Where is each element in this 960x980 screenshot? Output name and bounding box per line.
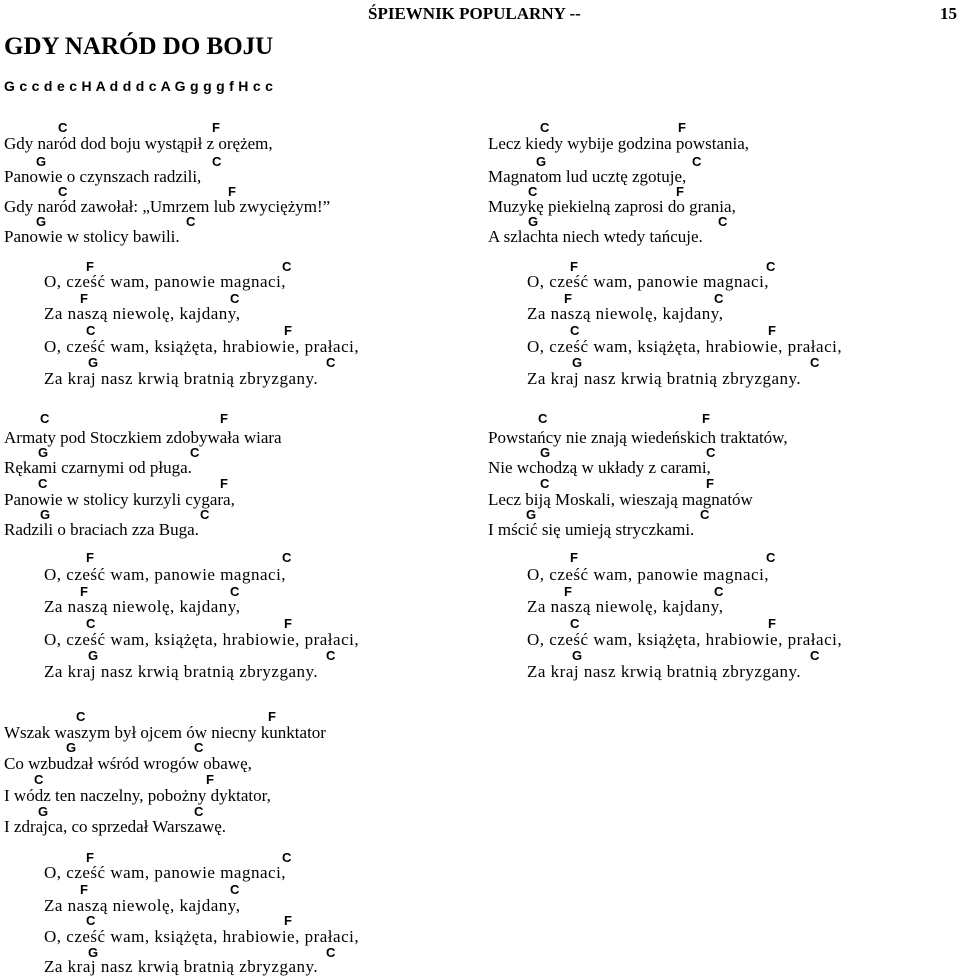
lyric-line: Panowie w stolicy kurzyli cygara, xyxy=(4,490,235,509)
chord: C xyxy=(58,120,68,135)
chord: C xyxy=(326,355,336,370)
chord: C xyxy=(230,882,240,897)
lyric-line: Co wzbudzał wśród wrogów obawę, xyxy=(4,754,252,773)
lyric-line: Lecz kiedy wybije godzina powstania, xyxy=(488,134,750,153)
chord: C xyxy=(706,445,716,460)
lyric-line: Radzili o braciach zza Buga. xyxy=(4,520,199,539)
chord: F xyxy=(564,291,572,306)
chord: F xyxy=(86,550,94,565)
lyric-line: O, cześć wam, książęta, hrabiowie, prałaci, xyxy=(44,337,360,356)
chord: C xyxy=(570,323,580,338)
chord: F xyxy=(564,584,572,599)
chord: C xyxy=(194,740,204,755)
chord: C xyxy=(766,550,776,565)
chord: C xyxy=(810,355,820,370)
chord: C xyxy=(810,648,820,663)
chord: G xyxy=(572,648,583,663)
chord: F xyxy=(768,323,776,338)
chord: C xyxy=(718,214,728,229)
chord: C xyxy=(58,184,68,199)
lyric-line: Za naszą niewolę, kajdany, xyxy=(44,597,241,616)
lyric-line: Panowie w stolicy bawili. xyxy=(4,227,180,246)
lyric-line: Za kraj nasz krwią bratnią zbryzgany. xyxy=(527,369,802,388)
lyric-line: I mścić się umieją stryczkami. xyxy=(488,520,695,539)
lyric-line: O, cześć wam, książęta, hrabiowie, prałaci, xyxy=(44,927,360,946)
song-title: GDY NARÓD DO BOJU xyxy=(4,33,274,60)
lyric-line: Za naszą niewolę, kajdany, xyxy=(527,597,724,616)
lyric-line: Magnatom lud ucztę zgotuje, xyxy=(488,167,687,186)
chord: F xyxy=(268,709,276,724)
chord: C xyxy=(38,476,48,491)
lyric-line: Armaty pod Stoczkiem zdobywała wiara xyxy=(4,428,282,447)
chord: G xyxy=(528,214,539,229)
chord: F xyxy=(284,323,292,338)
chord: C xyxy=(190,445,200,460)
lyric-line: O, cześć wam, panowie magnaci, xyxy=(44,863,287,882)
chord: C xyxy=(186,214,196,229)
chord: F xyxy=(676,184,684,199)
chord: C xyxy=(714,584,724,599)
chord: G xyxy=(36,154,47,169)
lyric-line: A szlachta niech wtedy tańcuje. xyxy=(488,227,703,246)
lyric-line: Za kraj nasz krwią bratnią zbryzgany. xyxy=(44,662,319,681)
lyric-line: Za kraj nasz krwią bratnią zbryzgany. xyxy=(44,957,319,976)
chord: F xyxy=(86,259,94,274)
chord: G xyxy=(536,154,547,169)
chord: C xyxy=(714,291,724,306)
chord: F xyxy=(206,772,214,787)
lyric-line: O, cześć wam, panowie magnaci, xyxy=(527,272,770,291)
chord: C xyxy=(86,913,96,928)
chord: C xyxy=(76,709,86,724)
chord: F xyxy=(570,550,578,565)
lyric-line: O, cześć wam, panowie magnaci, xyxy=(527,565,770,584)
lyric-line: Lecz biją Moskali, wieszają magnatów xyxy=(488,490,753,509)
chord: C xyxy=(282,259,292,274)
chord: C xyxy=(230,584,240,599)
chord: F xyxy=(220,411,228,426)
lyric-line: Panowie o czynszach radzili, xyxy=(4,167,202,186)
lyric-line: Za naszą niewolę, kajdany, xyxy=(44,304,241,323)
chord: F xyxy=(702,411,710,426)
chord: G xyxy=(38,804,49,819)
lyric-line: O, cześć wam, panowie magnaci, xyxy=(44,272,287,291)
chord: G xyxy=(540,445,551,460)
chord: F xyxy=(570,259,578,274)
chord: C xyxy=(282,850,292,865)
lyric-line: O, cześć wam, książęta, hrabiowie, prałaci, xyxy=(527,630,843,649)
chord: G xyxy=(88,648,99,663)
chord: C xyxy=(34,772,44,787)
lyric-line: Gdy naród dod boju wystąpił z orężem, xyxy=(4,134,273,153)
chord: C xyxy=(326,648,336,663)
page-number: 15 xyxy=(940,4,957,23)
chord: C xyxy=(528,184,538,199)
chord: C xyxy=(230,291,240,306)
chord: G xyxy=(88,945,99,960)
lyric-line: I wódz ten naczelny, pobożny dyktator, xyxy=(4,786,271,805)
chord: C xyxy=(570,616,580,631)
chord: F xyxy=(212,120,220,135)
lyric-line: Wszak waszym był ojcem ów niecny kunktator xyxy=(4,723,326,742)
melody-notes: G c c d e c H A d d d c A G g g g f H c c xyxy=(4,78,274,94)
lyric-line: Powstańcy nie znają wiedeńskich traktatów, xyxy=(488,428,788,447)
lyric-line: O, cześć wam, książęta, hrabiowie, prałaci, xyxy=(527,337,843,356)
lyric-line: Za kraj nasz krwią bratnią zbryzgany. xyxy=(527,662,802,681)
lyric-line: Rękami czarnymi od pługa. xyxy=(4,458,192,477)
chord: C xyxy=(86,323,96,338)
lyric-line: I zdrajca, co sprzedał Warszawę. xyxy=(4,817,227,836)
lyric-line: Za kraj nasz krwią bratnią zbryzgany. xyxy=(44,369,319,388)
lyric-line: Za naszą niewolę, kajdany, xyxy=(44,896,241,915)
chord: C xyxy=(194,804,204,819)
chord: G xyxy=(38,445,49,460)
chord: F xyxy=(220,476,228,491)
chord: C xyxy=(692,154,702,169)
lyric-line: Muzykę piekielną zaprosi do grania, xyxy=(488,197,736,216)
chord: G xyxy=(88,355,99,370)
chord: C xyxy=(40,411,50,426)
chord: F xyxy=(228,184,236,199)
chord: F xyxy=(80,291,88,306)
chord: F xyxy=(706,476,714,491)
chord: C xyxy=(700,507,710,522)
chord: G xyxy=(66,740,77,755)
chord: C xyxy=(766,259,776,274)
lyric-line: Nie wchodzą w układy z carami, xyxy=(488,458,711,477)
chord: F xyxy=(80,882,88,897)
chord: F xyxy=(284,913,292,928)
chord: C xyxy=(282,550,292,565)
chord: F xyxy=(284,616,292,631)
chord: G xyxy=(526,507,537,522)
chord: C xyxy=(200,507,210,522)
chord: C xyxy=(86,616,96,631)
chord: F xyxy=(86,850,94,865)
lyric-line: O, cześć wam, panowie magnaci, xyxy=(44,565,287,584)
chord: C xyxy=(212,154,222,169)
chord: G xyxy=(572,355,583,370)
chord: F xyxy=(768,616,776,631)
chord: F xyxy=(80,584,88,599)
lyric-line: Gdy naród zawołał: „Umrzem lub zwyciężym!” xyxy=(4,197,331,216)
chord: C xyxy=(326,945,336,960)
chord: C xyxy=(540,476,550,491)
chord: G xyxy=(40,507,51,522)
chord: C xyxy=(538,411,548,426)
lyric-line: O, cześć wam, książęta, hrabiowie, prałaci, xyxy=(44,630,360,649)
chord: C xyxy=(540,120,550,135)
chord: F xyxy=(678,120,686,135)
chord: G xyxy=(36,214,47,229)
lyric-line: Za naszą niewolę, kajdany, xyxy=(527,304,724,323)
songbook-header: ŚPIEWNIK POPULARNY -- xyxy=(368,4,581,23)
